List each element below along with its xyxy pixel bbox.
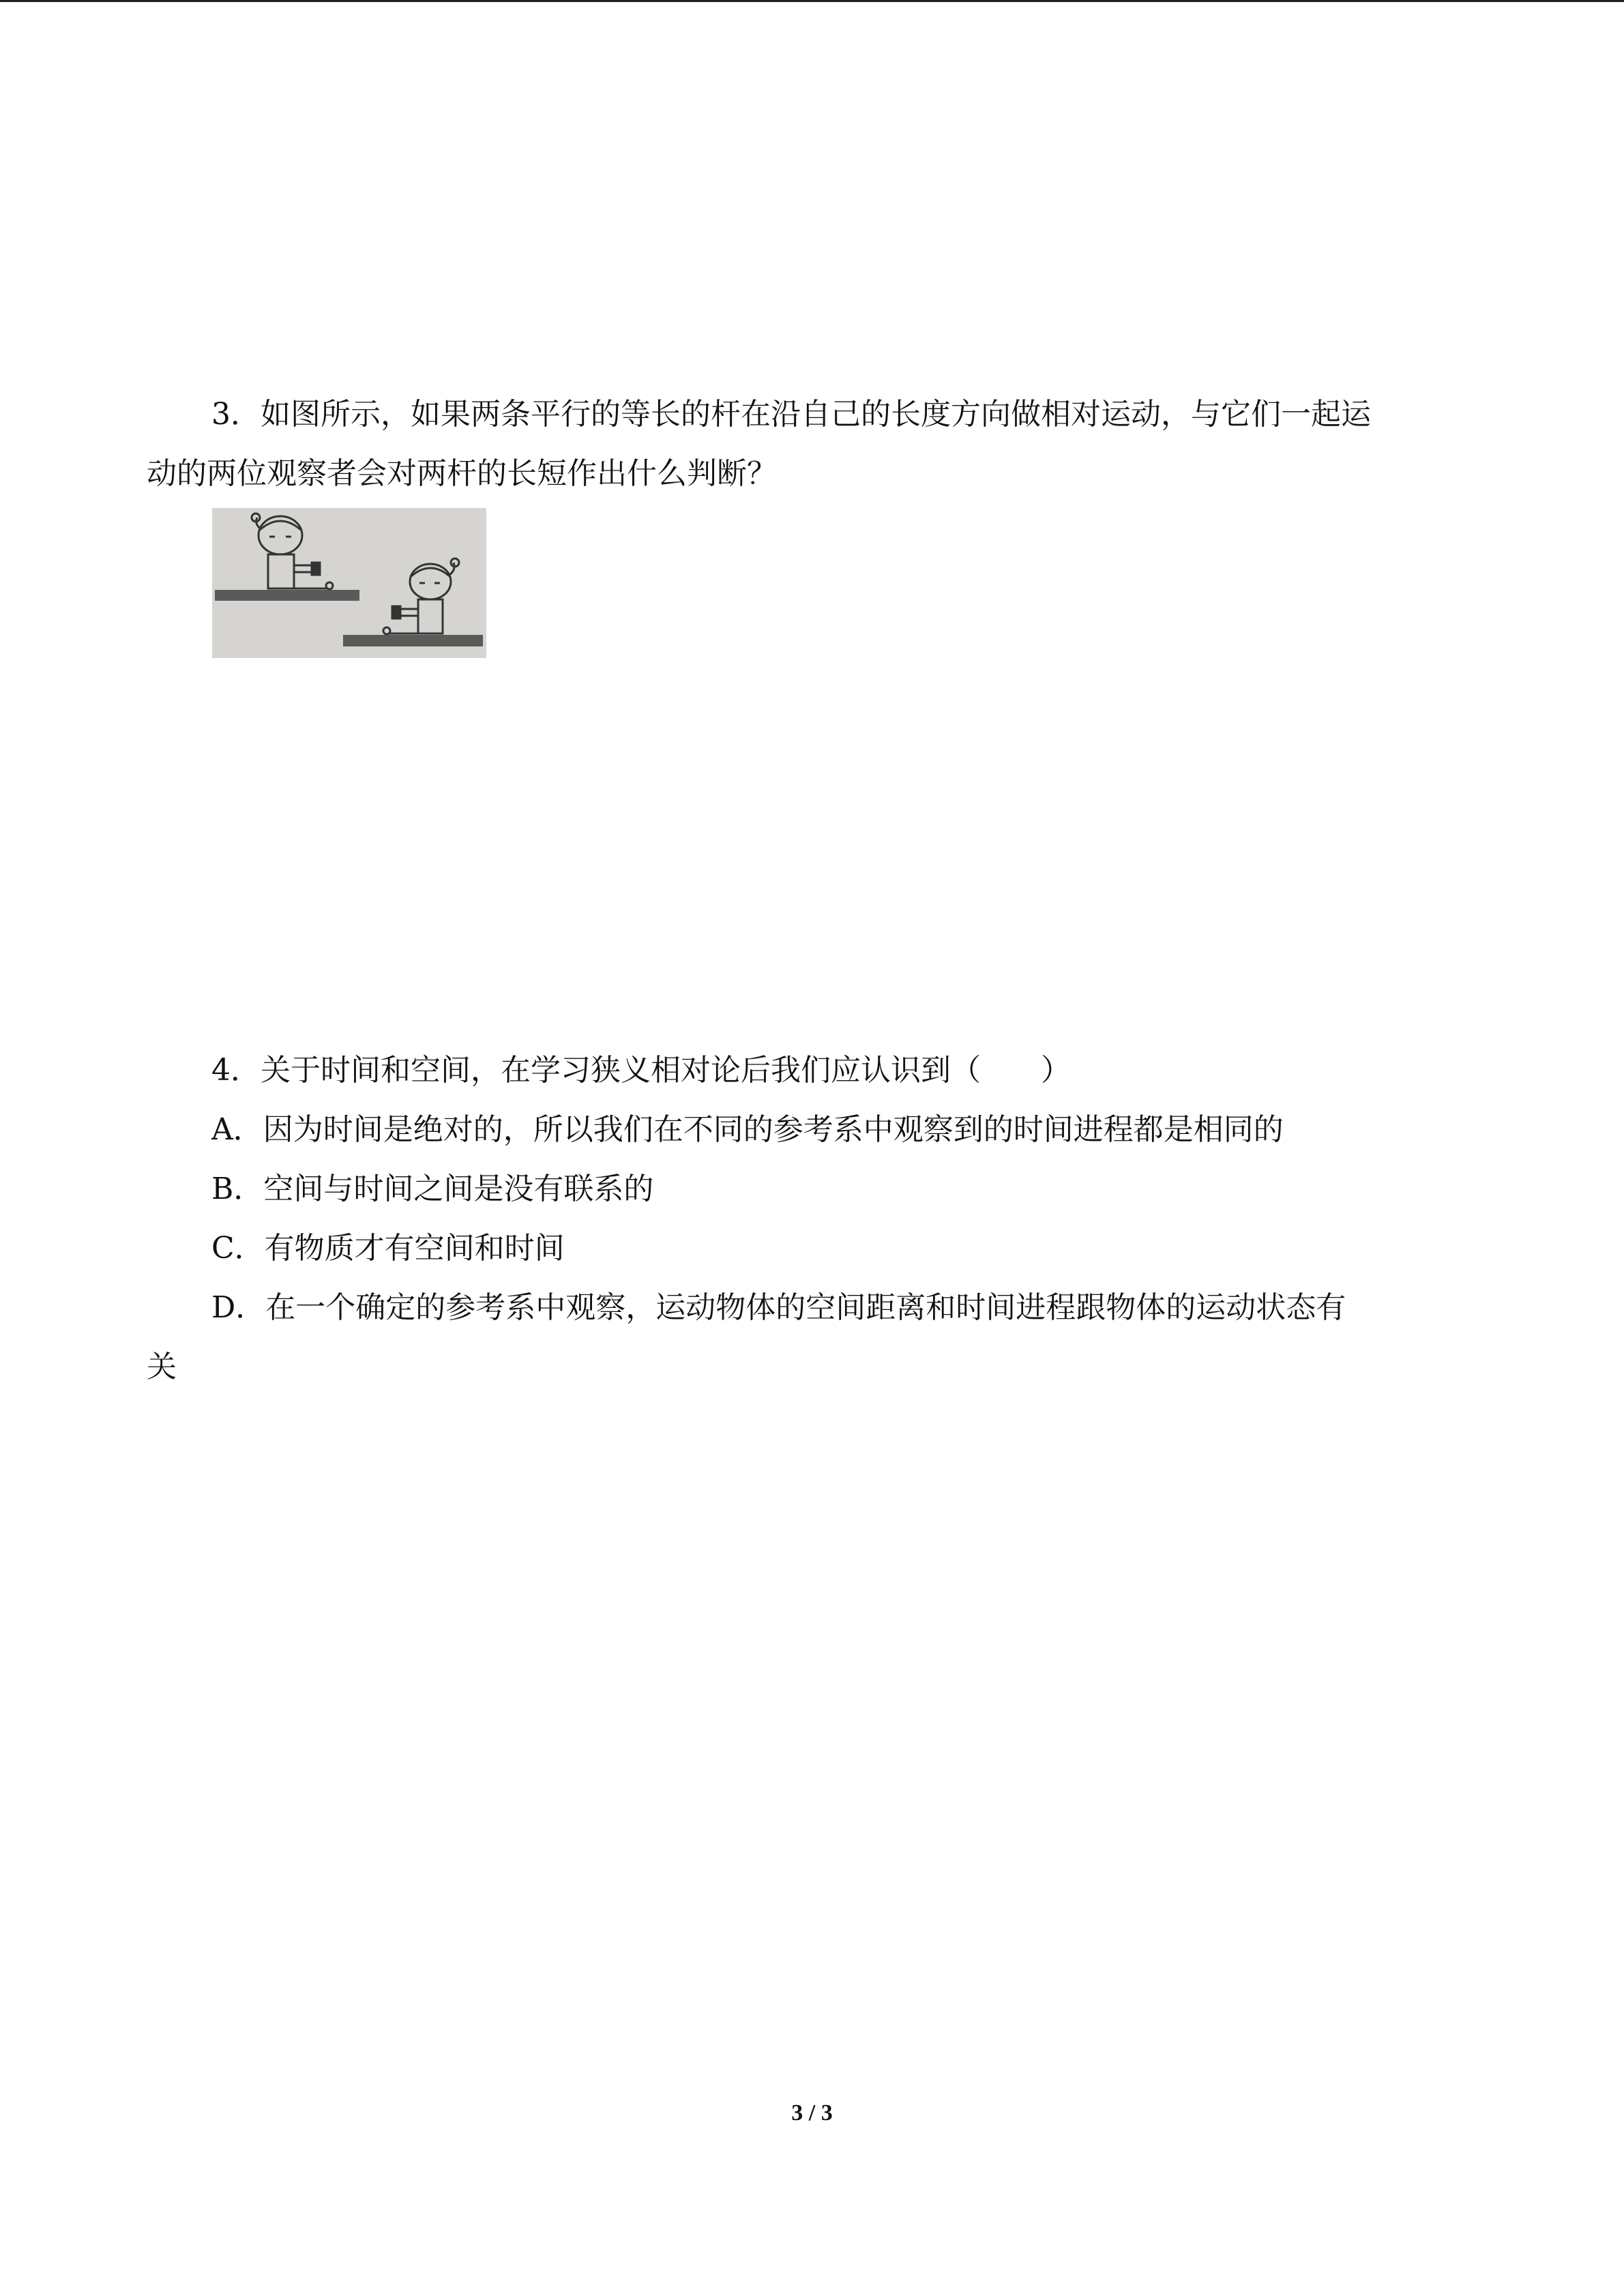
lower-observer: [383, 558, 459, 634]
question-4-stem: 4．关于时间和空间，在学习狭义相对论后我们应认识到（ ）: [211, 1053, 1071, 1088]
question-4-option-a: A．因为时间是绝对的，所以我们在不同的参考系中观察到的时间进程都是相同的: [211, 1112, 1284, 1147]
upper-observer: [252, 513, 333, 589]
question-3-text-line-2: 动的两位观察者会对两杆的长短作出什么判断？: [147, 456, 777, 491]
page-top-border: [0, 0, 1624, 2]
question-4-option-d: D．在一个确定的参考系中观察，运动物体的空间距离和时间进程跟物体的运动状态有: [211, 1290, 1346, 1325]
question-4-option-b: B．空间与时间之间是没有联系的: [211, 1172, 654, 1206]
page-number: 3 / 3: [791, 2100, 833, 2126]
lower-rod: [343, 635, 483, 646]
question-4-option-c: C．有物质才有空间和时间: [211, 1231, 565, 1266]
question-4-option-d-continuation: 关: [147, 1350, 177, 1384]
two-rods-observers-figure: [212, 508, 486, 658]
question-3-text-line-1: 3．如图所示，如果两条平行的等长的杆在沿自己的长度方向做相对运动，与它们一起运: [211, 397, 1371, 432]
upper-rod: [215, 590, 359, 601]
